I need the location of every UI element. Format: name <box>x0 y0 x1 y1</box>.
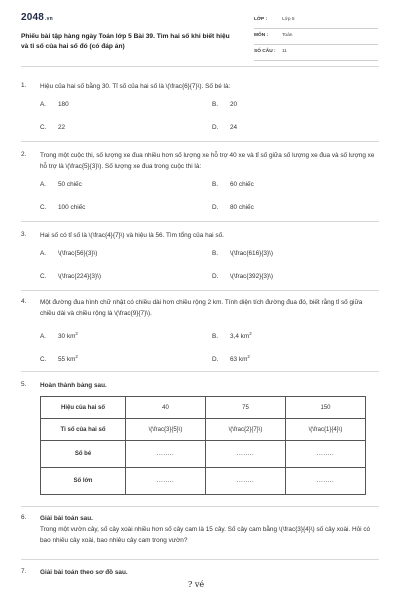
question-number: 4. <box>21 298 27 305</box>
meta-value: Lớp 5 <box>282 17 295 22</box>
option-b[interactable] <box>212 250 273 257</box>
option-text: 20 <box>230 101 238 108</box>
question-text: Một đường đua hình chữ nhật có chiều dài hơn chiều rộng 2 km. Tính diện tích đường đua đó, biết rằng tỉ số giữa chiều dài và chiều rộng là \(\frac{9}{7}\). <box>40 299 363 317</box>
divider <box>21 221 379 222</box>
divider <box>21 290 379 291</box>
option-exponent: 2 <box>249 331 252 336</box>
question-number: 7. <box>21 568 27 575</box>
option-letter: B. <box>212 101 219 108</box>
meta-value: 11 <box>282 49 287 54</box>
divider <box>21 371 379 372</box>
option-letter: C. <box>40 204 47 211</box>
table-cell: \(\frac{3}{5}\) <box>126 419 206 441</box>
option-b[interactable] <box>212 181 254 188</box>
question-text: Hiệu của hai số bằng 30. Tỉ số của hai số là \(\frac{6}{7}\). Số bé là: <box>40 83 231 90</box>
option-letter: B. <box>212 250 219 257</box>
option-c[interactable] <box>40 124 65 131</box>
diagram-label: ? vé <box>188 580 205 589</box>
question-title: Giải bài toán theo sơ đồ sau. <box>40 569 128 576</box>
option-text: 180 <box>58 101 69 108</box>
question-number: 3. <box>21 231 27 238</box>
row-header: Số bé <box>41 441 126 468</box>
meta-box <box>254 14 378 62</box>
option-letter: B. <box>212 181 219 188</box>
logo-suffix: .vn <box>45 16 53 22</box>
option-text: 50 chiếc <box>58 181 82 188</box>
divider <box>21 66 379 67</box>
question-text: Trong một vườn cây, số cây xoài nhiều hơn số cây cam là 15 cây. Số cây cam bằng \(\frac{3}{4}\) số cây xoài. Hỏi có bao nhiêu cây xoài, bao nhiêu cây cam trong vườn? <box>40 526 371 544</box>
option-c[interactable] <box>40 204 85 211</box>
question-number: 6. <box>21 514 27 521</box>
option-text: \(\frac{56}{3}\) <box>58 250 98 257</box>
row-header: Số lớn <box>41 468 126 495</box>
ratio-table <box>40 396 366 495</box>
option-a[interactable] <box>40 250 97 257</box>
option-text: 63 km <box>230 356 248 364</box>
option-d[interactable] <box>212 273 273 280</box>
option-d[interactable] <box>212 354 250 363</box>
option-c[interactable] <box>40 354 78 363</box>
option-letter: D. <box>212 273 219 280</box>
table-cell: \(\frac{1}{4}\) <box>286 419 366 441</box>
logo-main: 2048 <box>21 12 45 23</box>
option-exponent: 2 <box>75 354 78 359</box>
table-row <box>41 397 366 419</box>
table-cell: 40 <box>126 397 206 419</box>
meta-label: SỐ CÂU : <box>254 49 276 54</box>
option-b[interactable] <box>212 101 237 108</box>
option-text: 80 chiếc <box>230 204 254 211</box>
option-letter: A. <box>40 101 47 108</box>
option-letter: C. <box>40 356 47 364</box>
table-row <box>41 441 366 468</box>
meta-row-count <box>254 46 378 61</box>
table-cell: \(\frac{2}{7}\) <box>206 419 286 441</box>
option-text: 30 km <box>58 333 76 341</box>
question-number: 2. <box>21 151 27 158</box>
answer-blank[interactable]: ........ <box>126 441 206 468</box>
answer-blank[interactable]: ........ <box>286 441 366 468</box>
option-letter: A. <box>40 181 47 188</box>
divider <box>21 559 379 560</box>
option-text: 55 km <box>58 356 76 364</box>
option-a[interactable] <box>40 101 69 108</box>
row-header: Hiệu của hai số <box>41 397 126 419</box>
option-exponent: 2 <box>75 331 78 336</box>
option-text: 22 <box>58 124 66 131</box>
meta-label: LỚP : <box>254 17 268 22</box>
divider <box>21 141 379 142</box>
question-number: 5. <box>21 381 27 388</box>
question-text: Hai số có tỉ số là \(\frac{4}{7}\) và hiệu là 56. Tìm tổng của hai số. <box>40 232 224 239</box>
table-row <box>41 419 366 441</box>
option-d[interactable] <box>212 124 237 131</box>
option-d[interactable] <box>212 204 254 211</box>
option-letter: A. <box>40 250 47 257</box>
option-letter: D. <box>212 204 219 211</box>
site-logo[interactable] <box>21 12 53 23</box>
option-c[interactable] <box>40 273 101 280</box>
option-letter: D. <box>212 124 219 131</box>
table-row <box>41 468 366 495</box>
answer-blank[interactable]: ........ <box>206 441 286 468</box>
option-exponent: 2 <box>247 354 250 359</box>
answer-blank[interactable]: ........ <box>126 468 206 495</box>
question-text: Trong một cuộc thi, số lượng xe đua nhiều hơn số lượng xe hỗ trợ 40 xe và tỉ số giữa số lượng xe đua và số lượng xe hỗ trợ là \(\frac{5}{3}\). Số lượng xe đua trong cuộc thi là: <box>40 152 375 170</box>
meta-row-subject <box>254 30 378 45</box>
option-text: 3,4 km <box>230 333 250 341</box>
option-b[interactable] <box>212 331 252 340</box>
answer-blank[interactable]: ........ <box>206 468 286 495</box>
option-letter: C. <box>40 124 47 131</box>
question-number: 1. <box>21 82 27 89</box>
option-letter: C. <box>40 273 47 280</box>
answer-blank[interactable]: ........ <box>286 468 366 495</box>
page-title: Phiếu bài tập hàng ngày Toán lớp 5 Bài 39. Tìm hai số khi biết hiệu và tỉ số của hai số đó (có đáp án) <box>21 33 230 50</box>
option-text: 100 chiếc <box>58 204 86 211</box>
option-text: \(\frac{616}{3}\) <box>230 250 273 257</box>
divider <box>21 506 379 507</box>
table-cell: 150 <box>286 397 366 419</box>
option-letter: D. <box>212 356 219 364</box>
option-letter: A. <box>40 333 47 341</box>
meta-label: MÔN : <box>254 33 269 38</box>
option-text: 24 <box>230 124 238 131</box>
option-text: \(\frac{224}{3}\) <box>58 273 101 280</box>
meta-row-class <box>254 14 378 29</box>
option-text: \(\frac{392}{3}\) <box>230 273 273 280</box>
option-a[interactable] <box>40 331 78 340</box>
meta-value: Toán <box>282 33 293 38</box>
option-text: 60 chiếc <box>230 181 254 188</box>
row-header: Tỉ số của hai số <box>41 419 126 441</box>
option-letter: B. <box>212 333 219 341</box>
question-title: Giải bài toán sau. <box>40 515 93 522</box>
question-text: Hoàn thành bảng sau. <box>40 382 107 389</box>
option-a[interactable] <box>40 181 82 188</box>
table-cell: 75 <box>206 397 286 419</box>
